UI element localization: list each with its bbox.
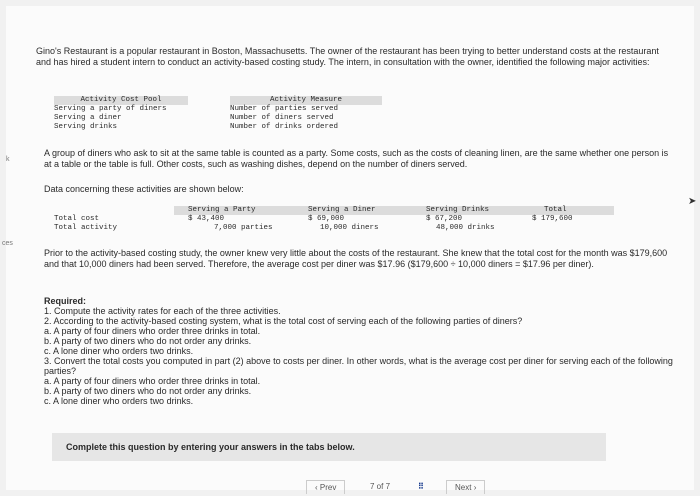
col-header: Serving Drinks: [426, 206, 490, 214]
row-label: Total cost: [54, 215, 100, 223]
activity-cost-pool-table: [54, 96, 384, 132]
requirement-line: 2. According to the activity-based costing system, what is the total cost of serving each of the following parties of diners?: [44, 316, 523, 326]
required-title: Required:: [44, 296, 87, 306]
activity-data-table: [54, 206, 614, 242]
requirement-line: c. A lone diner who orders two drinks.: [44, 396, 194, 406]
next-label: Next: [455, 483, 472, 492]
pool-cell: Serving a diner: [54, 114, 122, 122]
cost-cell: $ 69,000: [308, 215, 345, 223]
row-label: Total activity: [54, 224, 118, 232]
measure-cell: Number of parties served: [230, 105, 339, 113]
col-header: Serving a Party: [188, 206, 256, 214]
prev-button[interactable]: [306, 480, 345, 494]
question-navigation: [306, 480, 506, 496]
activity-cell: 7,000 parties: [214, 224, 273, 232]
intro-paragraph: Gino's Restaurant is a popular restaurant in Boston, Massachusetts. The owner of the restaurant has been trying to better understand costs at the restaurant and has hired a student intern to conduct an activity-based costing study. The intern, in consultation with the owner, identified the following major activities:: [36, 46, 659, 67]
cost-cell: $ 43,400: [188, 215, 225, 223]
requirement-line: c. A lone diner who orders two drinks.: [44, 346, 194, 356]
chevron-left-icon: ‹: [315, 483, 318, 492]
grid-icon[interactable]: ⠿: [418, 482, 424, 491]
prior-knowledge-paragraph: Prior to the activity-based costing study, the owner knew very little about the costs of the restaurant. She knew that the total cost for the month was $179,600 and that 10,000 diners had been served. Therefore, the average cost per diner was $17.96 ($179,600 ÷ 10,000 diners = $17.96 per diner).: [44, 248, 668, 269]
measure-cell: Number of drinks ordered: [230, 123, 339, 131]
activity-cell: 10,000 diners: [320, 224, 379, 232]
required-section: [44, 296, 674, 406]
requirement-line: b. A party of two diners who do not order any drinks.: [44, 386, 252, 396]
next-button[interactable]: [446, 480, 485, 494]
cost-cell: $ 67,200: [426, 215, 463, 223]
measure-header: Activity Measure: [230, 96, 382, 105]
table-row: [54, 105, 384, 114]
sidebar-marker: k: [6, 156, 10, 163]
table-row: [54, 123, 384, 132]
page-counter: 7 of 7: [370, 482, 391, 491]
sidebar-label: ces: [2, 240, 13, 247]
requirement-line: 3. Convert the total costs you computed in part (2) above to costs per diner. In other words, what is the average cost per diner for serving each of the following parties?: [44, 356, 673, 376]
requirement-line: b. A party of two diners who do not order any drinks.: [44, 336, 252, 346]
table-row: [54, 114, 384, 123]
requirement-line: a. A party of four diners who order three drinks in total.: [44, 326, 261, 336]
prev-label: Prev: [319, 483, 337, 492]
instructions-banner: Complete this question by entering your answers in the tabs below.: [52, 433, 606, 461]
page: [2, 6, 697, 492]
chevron-right-icon: ›: [473, 483, 477, 492]
activity-cell: 48,000 drinks: [436, 224, 495, 232]
party-definition-paragraph: A group of diners who ask to sit at the same table is counted as a party. Some costs, such as the costs of cleaning linen, are the same whether one person is at a table or the table is full. Other costs, such as washing dishes, depend on the number of diners served.: [44, 148, 669, 169]
pool-header: Activity Cost Pool: [54, 96, 188, 105]
cost-cell: $ 179,600: [532, 215, 573, 223]
requirement-line: 1. Compute the activity rates for each of the three activities.: [44, 306, 281, 316]
pool-cell: Serving a party of diners: [54, 105, 167, 113]
cursor-arrow-icon: ➤: [688, 196, 697, 207]
pool-cell: Serving drinks: [54, 123, 118, 131]
col-header: Total: [544, 206, 567, 214]
requirement-line: a. A party of four diners who order three drinks in total.: [44, 376, 261, 386]
col-header: Serving a Diner: [308, 206, 376, 214]
data-intro-text: Data concerning these activities are shown below:: [44, 184, 244, 194]
measure-cell: Number of diners served: [230, 114, 334, 122]
